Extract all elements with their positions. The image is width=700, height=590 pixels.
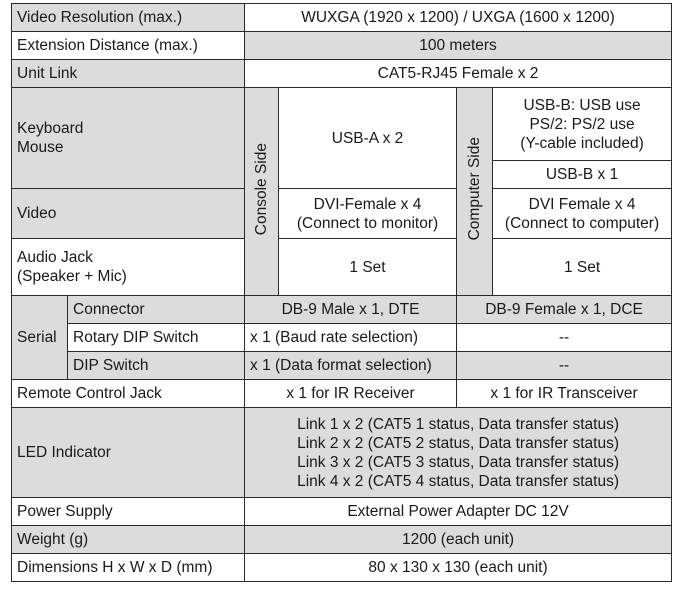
serial-rotary-dip-label: Rotary DIP Switch	[68, 324, 245, 352]
keyboard-mouse-console-value: USB-A x 2	[279, 88, 457, 189]
video-computer-line-2: (Connect to computer)	[504, 214, 660, 232]
console-side-label: Console Side	[252, 142, 270, 236]
row-value-power-supply: External Power Adapter DC 12V	[245, 498, 672, 526]
table-row	[12, 189, 672, 239]
serial-dip-switch-console: x 1 (Data format selection)	[245, 352, 457, 380]
row-value-dimensions: 80 x 130 x 130 (each unit)	[245, 554, 672, 582]
table-row	[12, 239, 672, 296]
table-row	[12, 380, 672, 408]
table-row	[12, 88, 672, 161]
row-value-extension-distance: 100 meters	[245, 32, 672, 60]
serial-connector-label: Connector	[68, 296, 245, 324]
row-label-keyboard-mouse	[12, 88, 245, 189]
video-computer-line-1: DVI Female x 4	[528, 195, 636, 213]
serial-dip-switch-computer: --	[457, 352, 672, 380]
led-link-1: Link 1 x 2 (CAT5 1 status, Data transfer status)	[297, 415, 619, 433]
video-console-line-1: DVI-Female x 4	[313, 195, 422, 213]
row-label-remote-control: Remote Control Jack	[12, 380, 245, 408]
keyboard-label: Keyboard	[17, 120, 84, 137]
spec-table	[11, 3, 672, 582]
remote-control-console: x 1 for IR Receiver	[245, 380, 457, 408]
serial-rotary-dip-computer: --	[457, 324, 672, 352]
row-label-weight: Weight (g)	[12, 526, 245, 554]
table-row	[12, 526, 672, 554]
mouse-label: Mouse	[17, 139, 64, 156]
serial-dip-switch-label: DIP Switch	[68, 352, 245, 380]
serial-connector-computer: DB-9 Female x 1, DCE	[457, 296, 672, 324]
row-label-audio-jack	[12, 239, 245, 296]
serial-rotary-dip-console: x 1 (Baud rate selection)	[245, 324, 457, 352]
row-label-led-indicator: LED Indicator	[12, 408, 245, 498]
table-row	[12, 296, 672, 324]
computer-usb-line: USB-B: USB use	[523, 96, 641, 114]
table-row	[12, 324, 672, 352]
led-link-4: Link 4 x 2 (CAT5 4 status, Data transfer status)	[297, 472, 619, 490]
row-value-unit-link: CAT5-RJ45 Female x 2	[245, 60, 672, 88]
table-row	[12, 4, 672, 32]
row-label-extension-distance: Extension Distance (max.)	[12, 32, 245, 60]
row-value-video-resolution: WUXGA (1920 x 1200) / UXGA (1600 x 1200)	[245, 4, 672, 32]
computer-ycable-line: (Y-cable included)	[520, 134, 644, 152]
table-row	[12, 554, 672, 582]
computer-side-header	[457, 88, 493, 296]
remote-control-computer: x 1 for IR Transceiver	[457, 380, 672, 408]
video-computer-value	[493, 189, 672, 239]
computer-side-label: Computer Side	[465, 137, 483, 241]
row-label-video-resolution: Video Resolution (max.)	[12, 4, 245, 32]
audio-jack-label-line-1: Audio Jack	[17, 249, 93, 266]
keyboard-mouse-computer-value	[493, 88, 672, 161]
table-row	[12, 408, 672, 498]
video-console-value	[279, 189, 457, 239]
table-row	[12, 352, 672, 380]
console-side-header	[245, 88, 279, 296]
table-row	[12, 498, 672, 526]
row-label-dimensions: Dimensions H x W x D (mm)	[12, 554, 245, 582]
video-console-line-2: (Connect to monitor)	[296, 214, 439, 232]
led-indicator-value	[245, 408, 672, 498]
table-row	[12, 60, 672, 88]
audio-jack-label-line-2: (Speaker + Mic)	[17, 268, 127, 285]
serial-connector-console: DB-9 Male x 1, DTE	[245, 296, 457, 324]
computer-ps2-line: PS/2: PS/2 use	[529, 115, 635, 133]
row-label-serial: Serial	[12, 296, 68, 380]
row-value-weight: 1200 (each unit)	[245, 526, 672, 554]
audio-jack-console-value: 1 Set	[279, 239, 457, 296]
keyboard-mouse-computer-extra: USB-B x 1	[493, 161, 672, 189]
table-row	[12, 32, 672, 60]
audio-jack-computer-value: 1 Set	[493, 239, 672, 296]
led-link-2: Link 2 x 2 (CAT5 2 status, Data transfer status)	[297, 434, 619, 452]
led-link-3: Link 3 x 2 (CAT5 3 status, Data transfer status)	[297, 453, 619, 471]
row-label-video: Video	[12, 189, 245, 239]
row-label-unit-link: Unit Link	[12, 60, 245, 88]
row-label-power-supply: Power Supply	[12, 498, 245, 526]
